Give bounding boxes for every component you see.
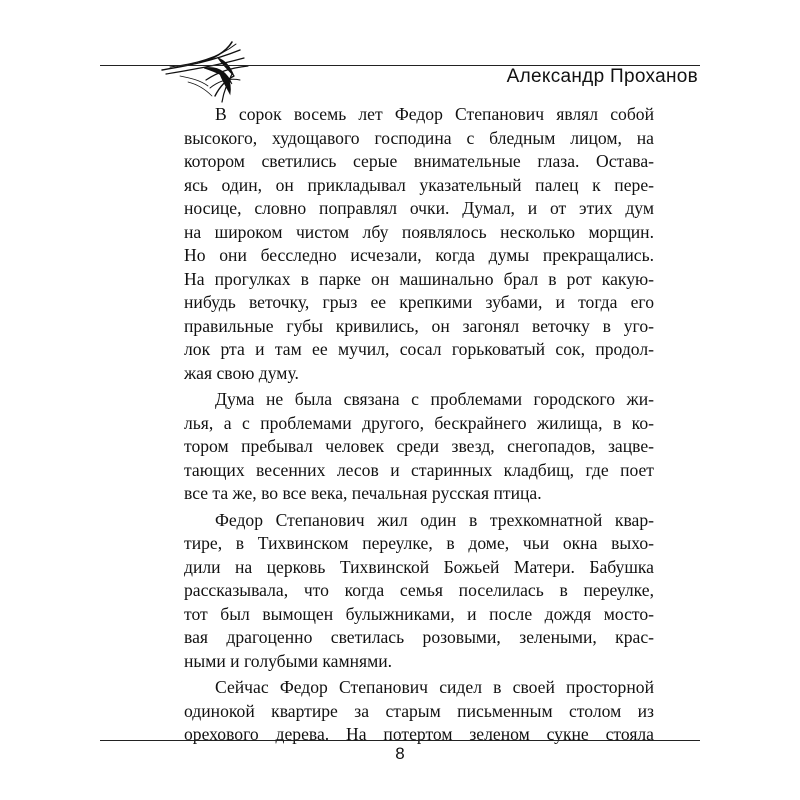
- text-line: котором светились серые внимательные глаза. Остава-: [184, 151, 654, 171]
- text-line: лья, а с проблемами другого, бескрайнего жилища, в ко-: [184, 412, 654, 433]
- text-line: В сорок восемь лет Федор Степанович являл собой: [215, 104, 654, 124]
- text-line: дили на церковь Тихвинской Божьей Матери. Бабушка: [184, 556, 654, 577]
- text-line: тире, в Тихвинском переулке, в доме, чьи окна выхо-: [184, 533, 654, 553]
- paragraph: [184, 103, 654, 385]
- text-line: высокого, худощавого господина с бледным лицом, на: [184, 127, 654, 148]
- text-line: одинокой квартире за старым письменным столом из: [184, 700, 654, 721]
- text-line: правильные губы кривились, он загонял веточку в уго-: [184, 315, 654, 336]
- text-line: все та же, во все века, печальная русская птица.: [184, 483, 542, 503]
- text-line: На прогулках в парке он машинально брал в рот какую-: [184, 268, 654, 289]
- ink-brush-ornament-icon: [160, 40, 250, 105]
- paragraph: [184, 509, 654, 674]
- text-line: орехового дерева. На потертом зеленом сукне стояла: [184, 724, 654, 744]
- footer-rule: [100, 740, 700, 741]
- text-line: ными и голубыми камнями.: [184, 650, 393, 671]
- text-line: Но они бесследно исчезали, когда думы прекращались.: [184, 245, 654, 265]
- text-line: жая свою думу.: [184, 362, 299, 383]
- paragraph: [184, 676, 654, 747]
- text-line: тающих весенних лесов и старинных кладбищ, где поет: [184, 459, 654, 480]
- text-line: вая драгоценно светилась розовыми, зелеными, крас-: [184, 627, 654, 647]
- page-number: 8: [395, 744, 405, 763]
- text-line: нибудь веточку, грыз ее крепкими зубами, и тогда его: [184, 292, 654, 312]
- running-head-author: Александр Проханов: [506, 66, 698, 87]
- text-line: на широком чистом лбу появлялось несколько морщин.: [184, 221, 654, 242]
- body-text: [184, 103, 654, 750]
- text-line: лок рта и там ее мучил, сосал горьковатый сок, продол-: [184, 339, 654, 359]
- text-line: рассказывала, что когда семья поселилась в переулке,: [184, 580, 654, 600]
- text-line: тором пребывал человек среди звезд, снегопадов, зацве-: [184, 436, 654, 456]
- text-line: Дума не была связана с проблемами городского жи-: [215, 389, 654, 409]
- text-line: Сейчас Федор Степанович сидел в своей просторной: [215, 677, 654, 697]
- text-line: ясь один, он прикладывал указательный палец к пере-: [184, 174, 654, 195]
- text-line: Федор Степанович жил один в трехкомнатной квар-: [215, 509, 654, 530]
- paragraph: [184, 388, 654, 506]
- text-line: носице, словно поправлял очки. Думал, и от этих дум: [184, 198, 654, 218]
- text-line: тот был вымощен булыжниками, и после дождя мосто-: [184, 603, 654, 624]
